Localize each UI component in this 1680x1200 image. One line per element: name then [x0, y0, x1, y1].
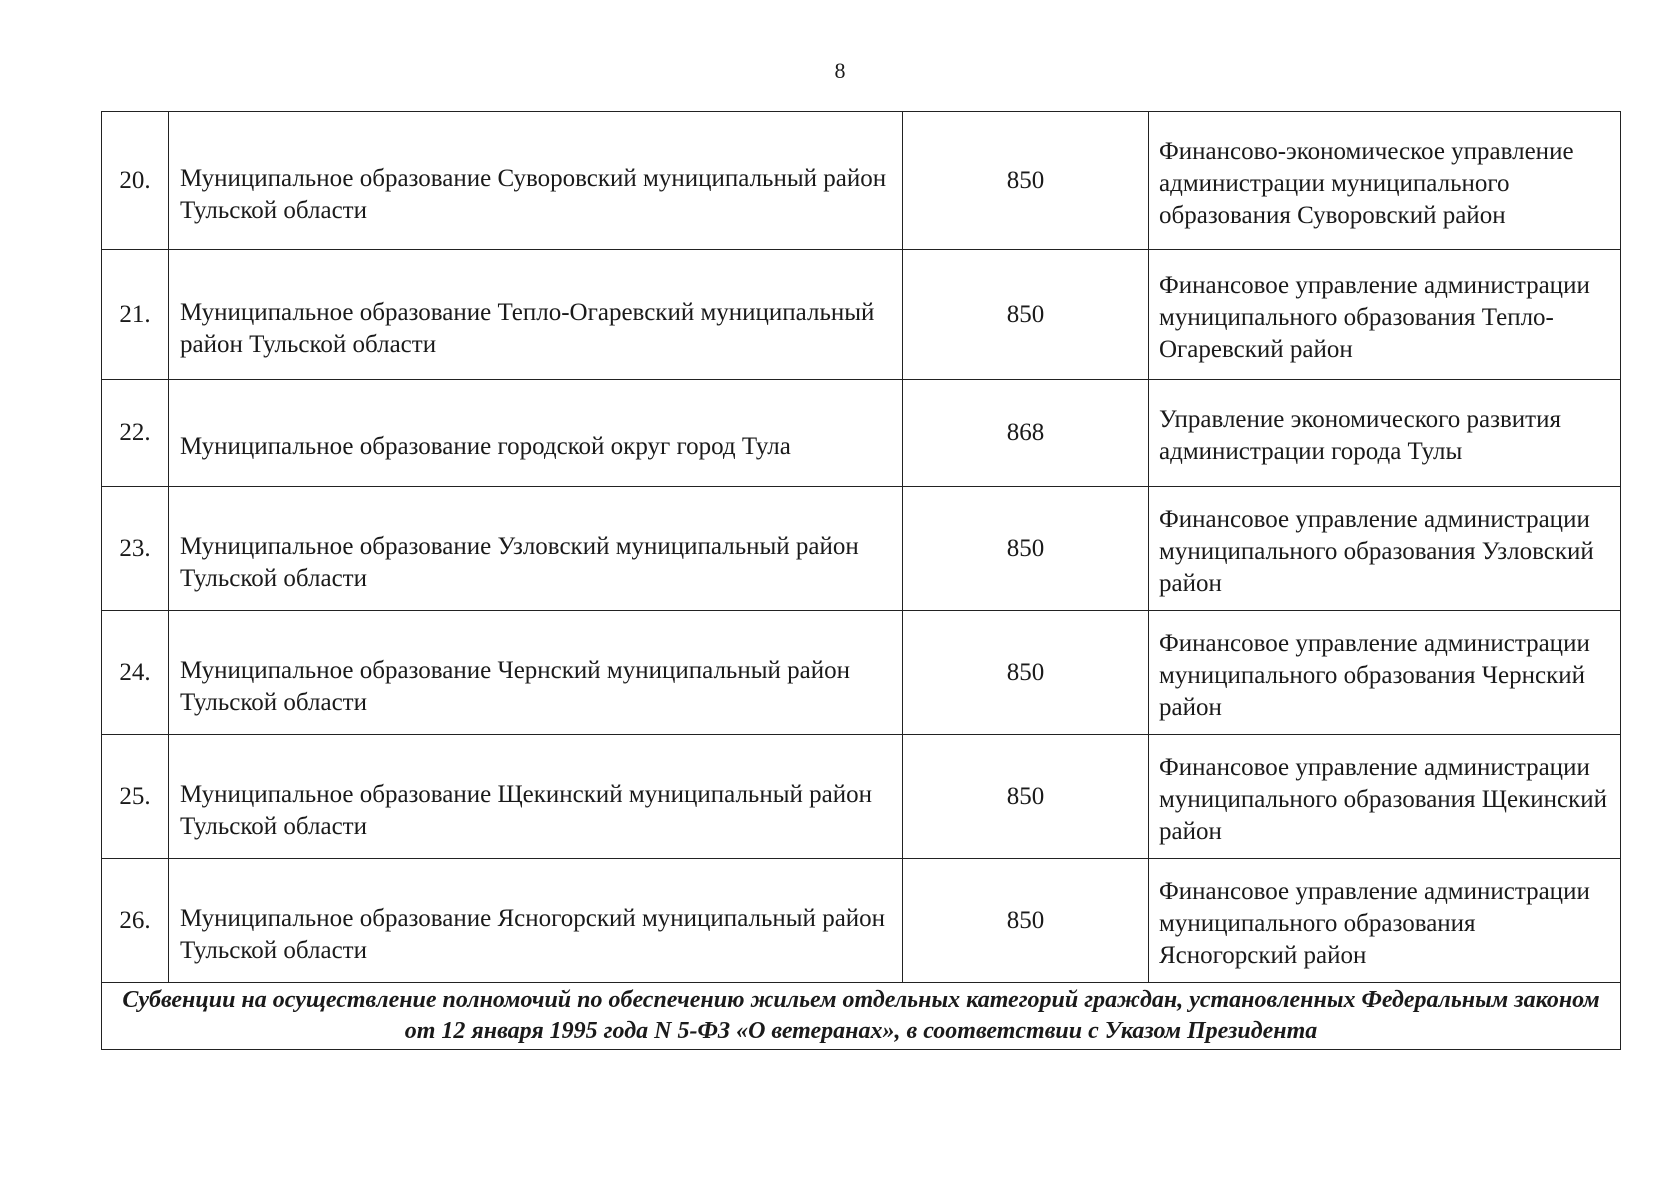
authority-name: Финансовое управление администрации муниципального образования Щекинский район	[1159, 753, 1608, 845]
budget-code: 850	[903, 859, 1149, 983]
municipality-name: Муниципальное образование городской округ город Тула	[180, 433, 791, 460]
municipality-name: Муниципальное образование Тепло-Огаревский муниципальный район Тульской области	[180, 298, 875, 358]
budget-code: 850	[903, 112, 1149, 250]
authority-name: Управление экономического развития администрации города Тулы	[1159, 406, 1561, 465]
municipality-name: Муниципальное образование Чернский муниципальный район Тульской области	[180, 656, 850, 716]
section-footer-row	[102, 983, 1621, 1050]
row-number: 25.	[102, 735, 169, 859]
row-number: 22.	[102, 380, 169, 487]
row-number: 21.	[102, 250, 169, 380]
table-row	[102, 250, 1621, 380]
table-row	[102, 112, 1621, 250]
table-row	[102, 380, 1621, 487]
budget-code: 850	[903, 735, 1149, 859]
row-number: 20.	[102, 112, 169, 250]
municipality-name: Муниципальное образование Щекинский муниципальный район Тульской области	[180, 780, 872, 840]
authority-name: Финансовое управление администрации муниципального образования Ясногорский район	[1159, 877, 1590, 969]
municipality-name: Муниципальное образование Суворовский муниципальный район Тульской области	[180, 164, 887, 224]
budget-code: 850	[903, 611, 1149, 735]
row-number: 26.	[102, 859, 169, 983]
table-row	[102, 487, 1621, 611]
budget-code: 850	[903, 487, 1149, 611]
budget-code: 850	[903, 250, 1149, 380]
table-row	[102, 859, 1621, 983]
authority-name: Финансово-экономическое управление администрации муниципального образования Суворовский район	[1159, 137, 1574, 229]
municipality-name: Муниципальное образование Ясногорский муниципальный район Тульской области	[180, 904, 886, 964]
table-row	[102, 611, 1621, 735]
budget-code: 868	[903, 380, 1149, 487]
authority-name: Финансовое управление администрации муниципального образования Чернский район	[1159, 629, 1590, 721]
page-number: 8	[834, 58, 846, 83]
authority-name: Финансовое управление администрации муниципального образования Тепло-Огаревский район	[1159, 271, 1590, 363]
municipalities-table	[101, 111, 1621, 1050]
table-row	[102, 735, 1621, 859]
row-number: 24.	[102, 611, 169, 735]
authority-name: Финансовое управление администрации муниципального образования Узловский район	[1159, 505, 1594, 597]
row-number: 23.	[102, 487, 169, 611]
section-footer-text: Субвенции на осуществление полномочий по обеспечению жильем отдельных категорий граждан, установленных Федеральным законом от 12 января 1995 года N 5-ФЗ «О ветеранах», в соответствии с Указом Президента	[102, 983, 1621, 1050]
municipality-name: Муниципальное образование Узловский муниципальный район Тульской области	[180, 532, 859, 592]
